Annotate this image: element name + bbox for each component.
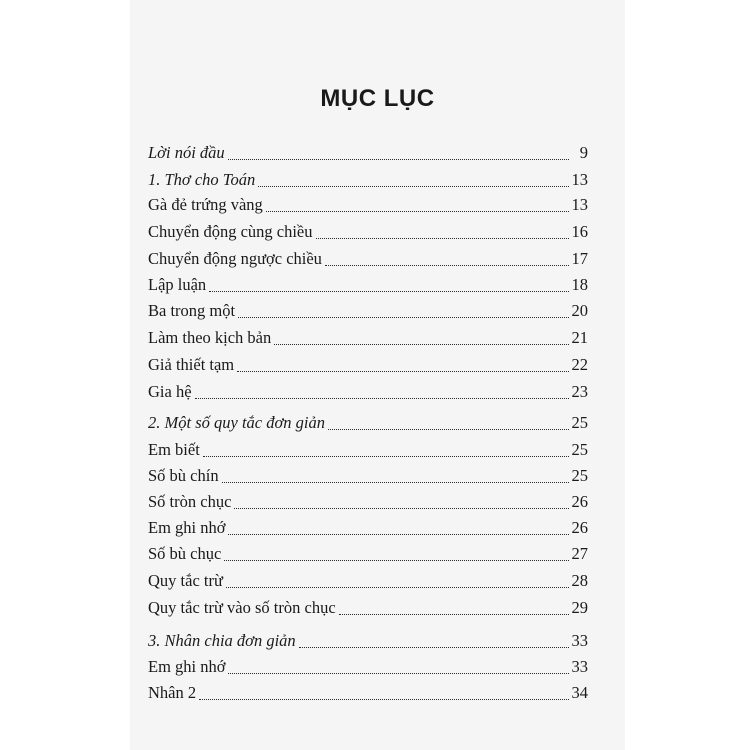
- toc-entry: [148, 657, 588, 683]
- toc-page-number: 13: [571, 195, 588, 214]
- dot-leader: [195, 398, 569, 399]
- toc-entry-label: Số tròn chục: [148, 492, 232, 511]
- toc-entry-label: Ba trong một: [148, 301, 236, 320]
- toc-page-number: 13: [571, 170, 588, 189]
- toc-page-number: 18: [571, 275, 588, 294]
- toc-entry-label: Lập luận: [148, 275, 207, 294]
- toc-page-number: 21: [571, 328, 588, 347]
- dot-leader: [316, 238, 569, 239]
- dot-leader: [209, 291, 568, 292]
- toc-entry: [148, 275, 588, 301]
- toc-entry-label: Giả thiết tạm: [148, 355, 235, 374]
- dot-leader: [228, 534, 568, 535]
- dot-leader: [237, 371, 568, 372]
- dot-leader: [325, 265, 569, 266]
- toc-page-number: 22: [571, 355, 588, 374]
- toc-entry-label: Chuyển động ngược chiều: [148, 249, 322, 268]
- toc-page-number: 9: [579, 143, 588, 162]
- toc-section-entry: [148, 143, 588, 169]
- dot-leader: [299, 647, 569, 648]
- toc-page-number: 20: [571, 301, 588, 320]
- dot-leader: [234, 508, 568, 509]
- dot-leader: [328, 429, 569, 430]
- toc-entry: [148, 440, 588, 466]
- toc-entry-label: 3. Nhân chia đơn giản: [148, 631, 296, 650]
- dot-leader: [224, 560, 568, 561]
- toc-entry: [148, 544, 588, 570]
- toc-entry-label: Em ghi nhớ: [148, 518, 226, 537]
- toc-entry-label: Chuyển động cùng chiều: [148, 222, 313, 241]
- toc-entry: [148, 301, 588, 327]
- toc-page-number: 25: [571, 466, 588, 485]
- toc-page-number: 33: [571, 631, 588, 650]
- toc-entry: [148, 328, 588, 354]
- toc-entry-label: Lời nói đầu: [148, 143, 225, 162]
- toc-page-number: 26: [571, 518, 588, 537]
- dot-leader: [258, 186, 568, 187]
- toc-entry: [148, 355, 588, 381]
- toc-entry-label: Em biết: [148, 440, 200, 459]
- toc-entry-label: Gia hệ: [148, 382, 192, 401]
- toc-entry: [148, 466, 588, 492]
- toc-entry: [148, 683, 588, 709]
- toc-section-entry: [148, 170, 588, 196]
- toc-entry: [148, 492, 588, 518]
- toc-entry-label: Em ghi nhớ: [148, 657, 226, 676]
- toc-page-number: 28: [571, 571, 588, 590]
- toc-entry: [148, 222, 588, 248]
- toc-page-number: 23: [571, 382, 588, 401]
- toc-page-number: 25: [571, 440, 588, 459]
- toc-page-number: 29: [571, 598, 588, 617]
- toc-entry-label: Gà đẻ trứng vàng: [148, 195, 263, 214]
- dot-leader: [228, 159, 569, 160]
- toc-entry-label: Nhân 2: [148, 683, 197, 702]
- dot-leader: [199, 699, 568, 700]
- dot-leader: [339, 614, 569, 615]
- book-page: [130, 0, 625, 750]
- dot-leader: [274, 344, 568, 345]
- toc-entry: [148, 195, 588, 221]
- toc-page-number: 25: [571, 413, 588, 432]
- dot-leader: [228, 673, 568, 674]
- toc-entry-label: 2. Một số quy tắc đơn giản: [148, 413, 325, 432]
- dot-leader: [238, 317, 568, 318]
- toc-section-entry: [148, 631, 588, 657]
- dot-leader: [266, 211, 569, 212]
- toc-entry-label: Quy tắc trừ vào số tròn chục: [148, 598, 336, 617]
- toc-entry-label: Số bù chín: [148, 466, 219, 485]
- toc-entry: [148, 249, 588, 275]
- toc-page-number: 33: [571, 657, 588, 676]
- page-title: MỤC LỤC: [320, 85, 435, 112]
- toc-page-number: 34: [571, 683, 588, 702]
- toc-entry-label: Quy tắc trừ: [148, 571, 223, 590]
- toc-page-number: 26: [571, 492, 588, 511]
- dot-leader: [203, 456, 569, 457]
- dot-leader: [226, 587, 569, 588]
- toc-page-number: 17: [571, 249, 588, 268]
- toc-page-number: 16: [571, 222, 588, 241]
- toc-section-entry: [148, 413, 588, 439]
- toc-page-number: 27: [571, 544, 588, 563]
- dot-leader: [222, 482, 569, 483]
- toc-entry: [148, 518, 588, 544]
- toc-entry: [148, 382, 588, 408]
- toc-entry: [148, 571, 588, 597]
- toc-entry: [148, 598, 588, 624]
- toc-entry-label: Làm theo kịch bản: [148, 328, 272, 347]
- toc-entry-label: Số bù chục: [148, 544, 222, 563]
- toc-entry-label: 1. Thơ cho Toán: [148, 170, 256, 189]
